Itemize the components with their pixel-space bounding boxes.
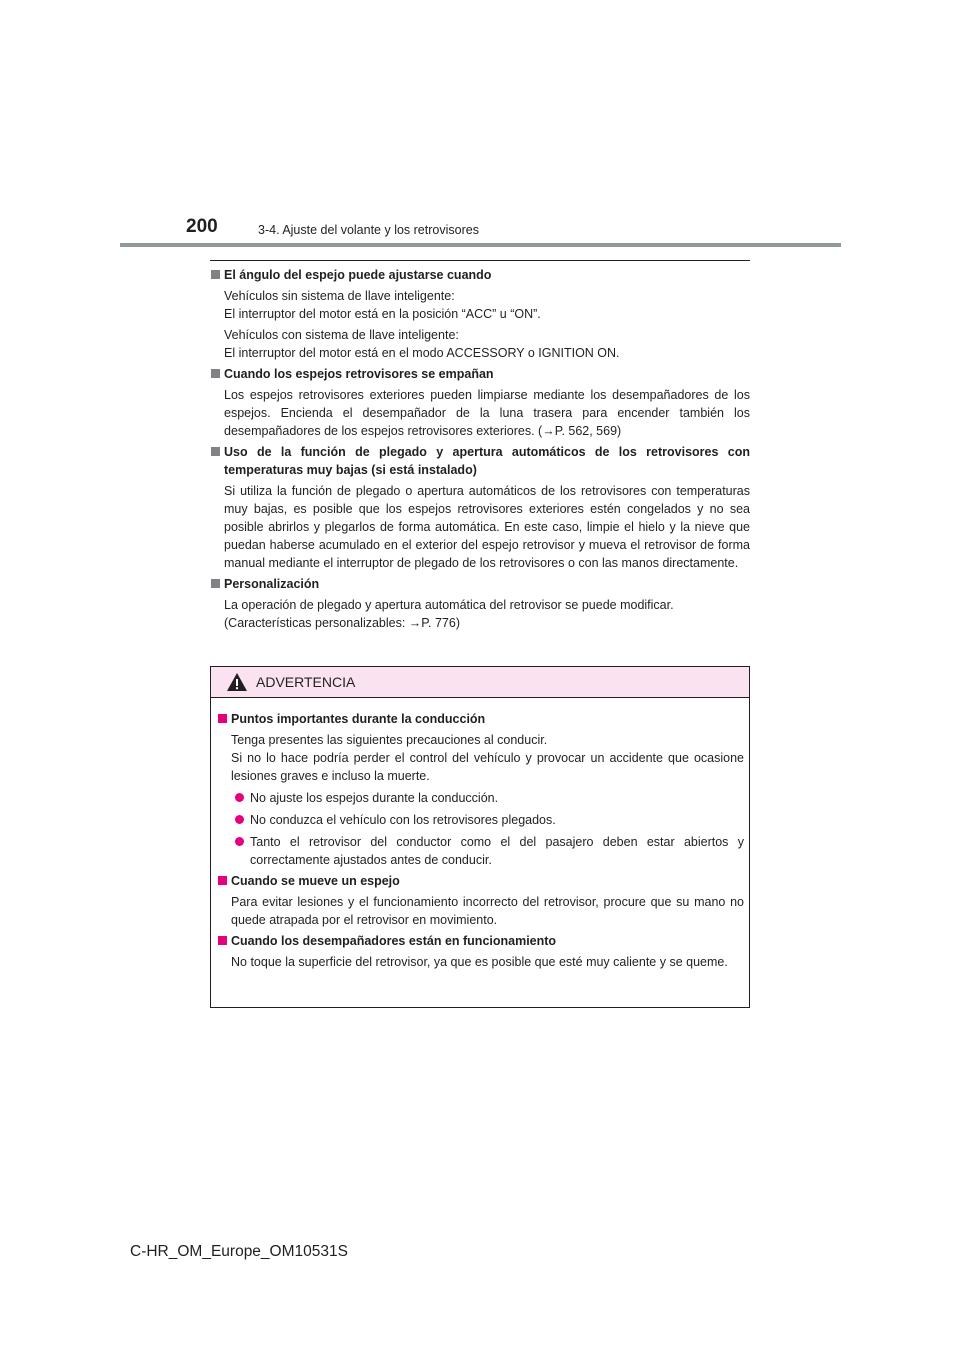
heading-text: Cuando los desempañadores están en funcionamiento [231,934,557,948]
dot-bullet-icon [235,815,244,824]
paragraph [217,731,744,785]
text-line: Si no lo hace podría perder el control del vehículo y provocar un accidente que ocasione lesiones graves e incluso la muerte. [231,751,744,783]
warning-section-defoggers [217,932,744,971]
paragraph [210,287,750,323]
section-customization [210,575,750,632]
text-line: (Características personalizables: →P. 776) [224,616,460,630]
square-bullet-icon [218,714,227,723]
bullet-text: Tanto el retrovisor del conductor como el del pasajero deben estar abiertos y correctamente ajustados antes de conducir. [250,835,744,867]
text-line: No toque la superficie del retrovisor, ya que es posible que esté muy caliente y se queme. [231,955,728,969]
paragraph [210,596,750,632]
section-heading [210,266,750,284]
square-bullet-icon [218,936,227,945]
heading-text: Cuando se mueve un espejo [231,874,400,888]
section-heading [217,710,744,728]
paragraph [210,326,750,362]
dot-bullet-icon [235,837,244,846]
section-heading [217,872,744,890]
square-bullet-icon [211,270,220,279]
text-line: Los espejos retrovisores exteriores pueden limpiarse mediante los desempañadores de los espejos. Encienda el desempañador de la luna trasera para encender también los desempañadores de los espejos retrovisores exteriores. (→P. 562, 569) [224,388,750,438]
warning-header [211,667,749,698]
text-line: Tenga presentes las siguientes precauciones al conducir. [231,733,548,747]
warning-section-driving [217,710,744,869]
bullet-item [217,833,744,869]
text-line: Vehículos con sistema de llave inteligente: [224,328,459,342]
warning-section-moving-mirror [217,872,744,929]
square-bullet-icon [211,579,220,588]
section-mirror-fog [210,365,750,440]
paragraph [210,482,750,572]
paragraph [217,893,744,929]
heading-text: Personalización [224,577,320,591]
section-mirror-angle [210,266,750,362]
square-bullet-icon [211,447,220,456]
text-line: Vehículos sin sistema de llave inteligente: [224,289,455,303]
square-bullet-icon [218,876,227,885]
text-line: El interruptor del motor está en la posición “ACC” u “ON”. [224,307,541,321]
section-title: 3-4. Ajuste del volante y los retrovisores [258,223,479,237]
text-line: El interruptor del motor está en el modo ACCESSORY o IGNITION ON. [224,346,620,360]
heading-text: Uso de la función de plegado y apertura automáticos de los retrovisores con temperaturas muy bajas (si está instalado) [224,445,750,477]
section-heading [210,365,750,383]
page-number: 200 [186,216,218,237]
section-auto-fold-cold [210,443,750,572]
bullet-text: No ajuste los espejos durante la conducción. [250,791,499,805]
header-rule [120,243,841,247]
heading-text: Cuando los espejos retrovisores se empañan [224,367,494,381]
section-heading [210,575,750,593]
heading-text: El ángulo del espejo puede ajustarse cuando [224,268,492,282]
bullet-item [217,789,744,807]
section-heading [210,443,750,479]
text-line: Para evitar lesiones y el funcionamiento incorrecto del retrovisor, procure que su mano no quede atrapada por el retrovisor en movimiento. [231,895,744,927]
dot-bullet-icon [235,793,244,802]
bullet-text: No conduzca el vehículo con los retrovisores plegados. [250,813,556,827]
warning-box [210,666,750,1008]
section-heading [217,932,744,950]
square-bullet-icon [211,369,220,378]
warning-title: ADVERTENCIA [256,674,356,690]
footer-doc-code: C-HR_OM_Europe_OM10531S [130,1243,348,1260]
main-content [210,266,750,635]
warning-body [211,698,749,971]
text-line: Si utiliza la función de plegado o apertura automáticos de los retrovisores con temperaturas muy bajas, es posible que los espejos retrovisores exteriores estén congelados y no sea posible abrirlos y plegarlos de forma automática. En este caso, limpie el hielo y la nieve que puedan haberse acumulado en el exterior del espejo retrovisor y mueva el retrovisor de forma manual mediante el interruptor de plegado de los retrovisores o con las manos directamente. [224,484,750,570]
warning-triangle-icon [226,672,248,692]
content-rule [210,260,750,261]
paragraph [210,386,750,440]
heading-text: Puntos importantes durante la conducción [231,712,486,726]
text-line: La operación de plegado y apertura automática del retrovisor se puede modificar. [224,598,674,612]
paragraph [217,953,744,971]
bullet-item [217,811,744,829]
